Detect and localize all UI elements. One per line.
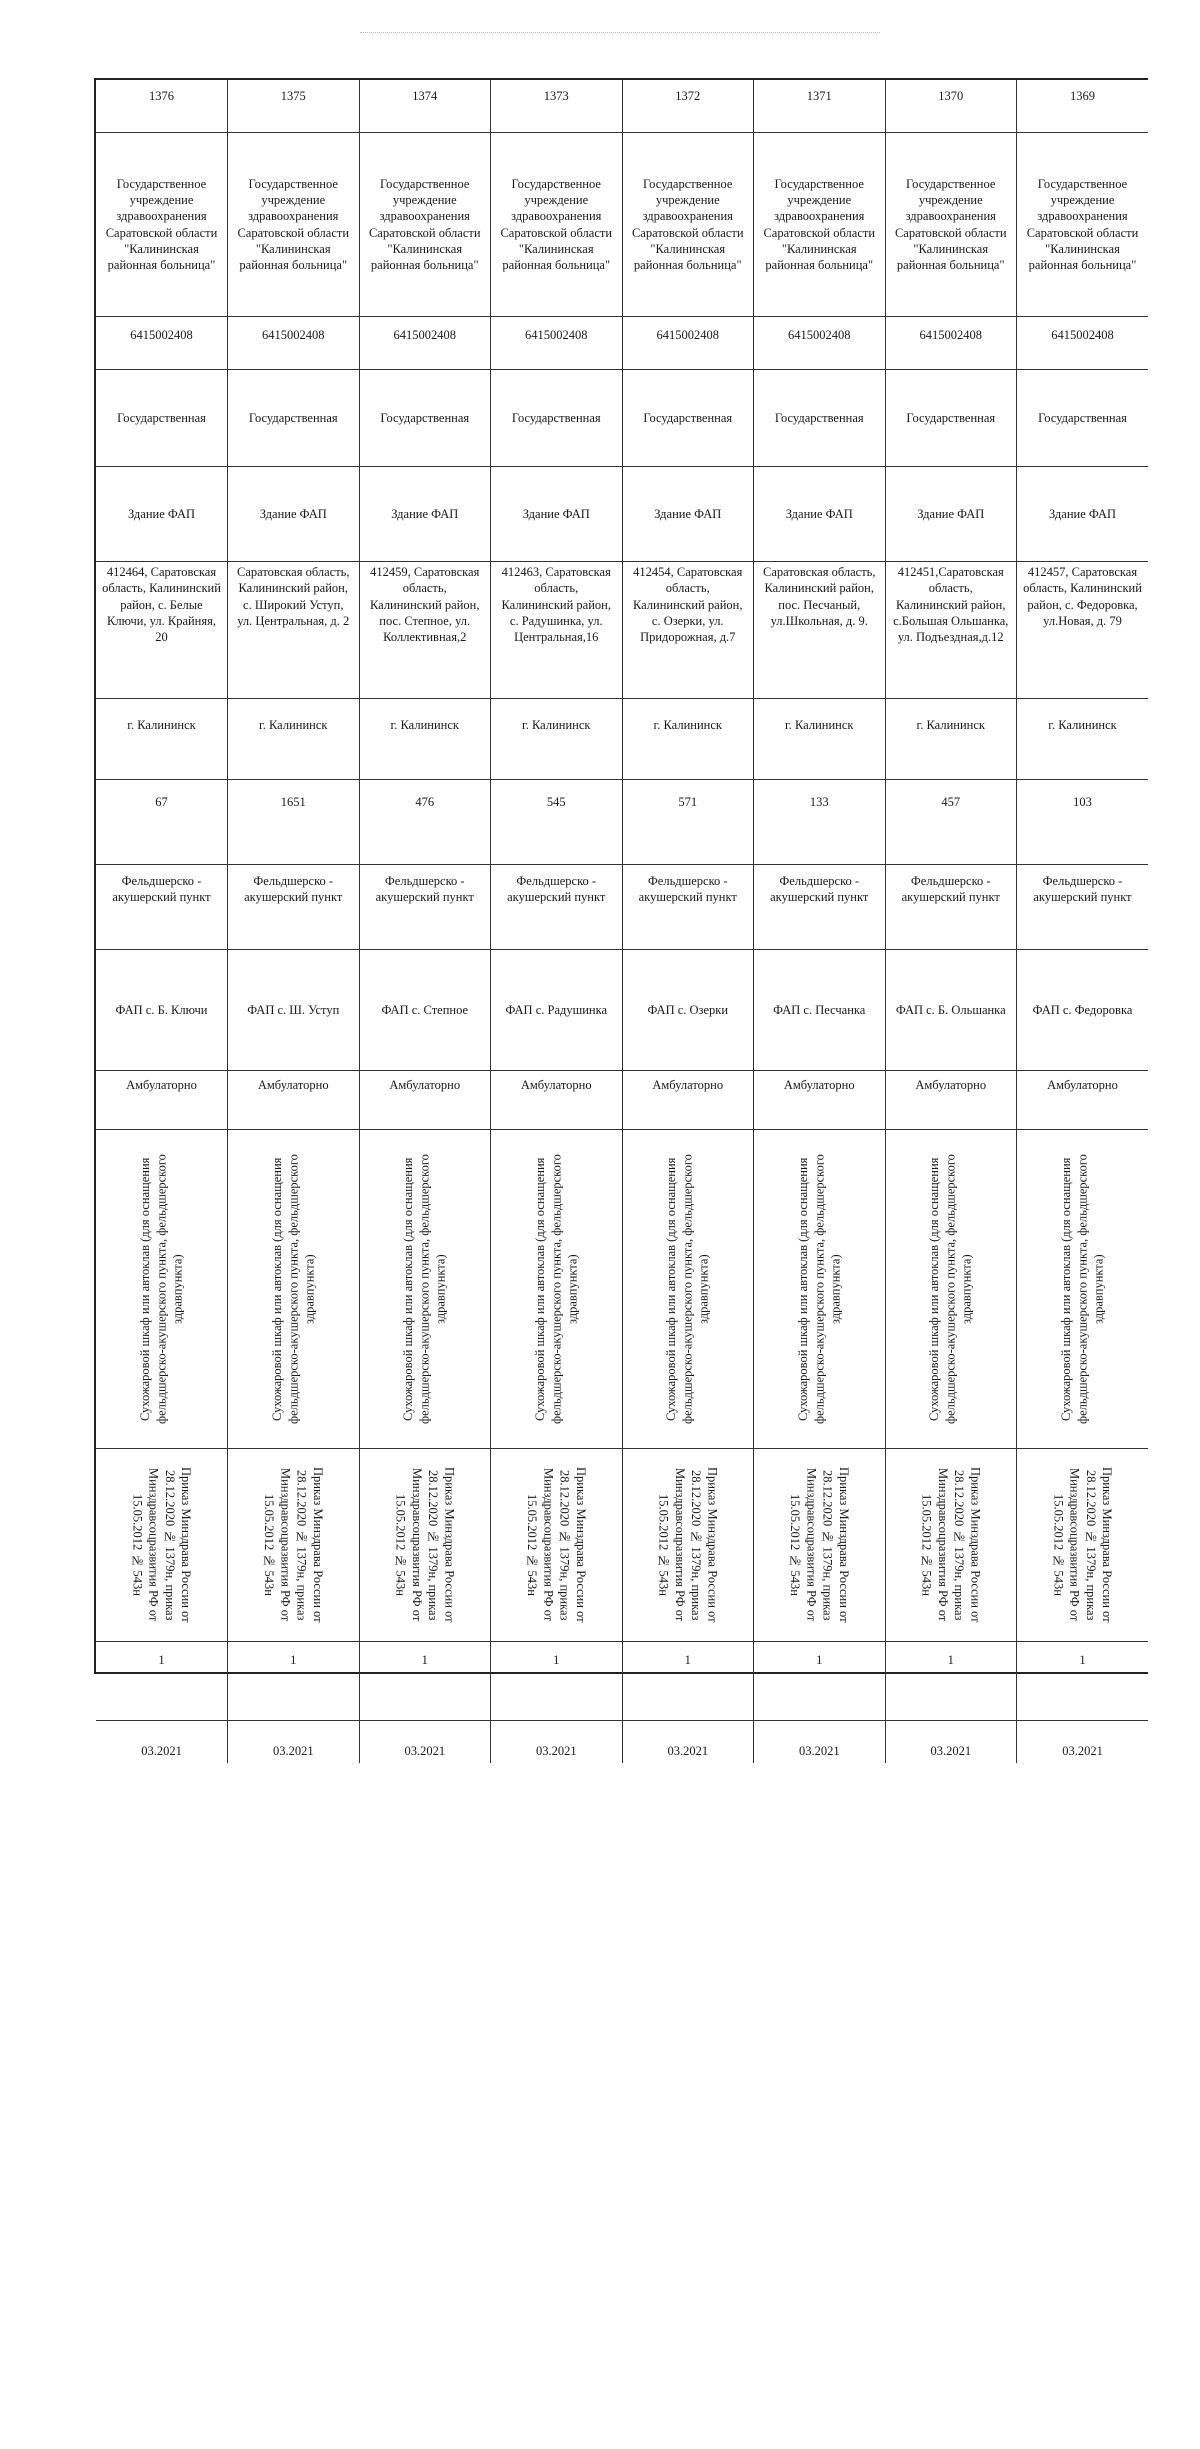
- ownership-form-cell: [96, 370, 228, 467]
- quantity: 1: [553, 1653, 560, 1667]
- delivery-date-cell: [96, 1721, 228, 1764]
- organization-name: Государственное учреждение здравоохранения Саратовской области "Калининская районная больница": [763, 176, 876, 272]
- city: г. Калининск: [785, 718, 854, 732]
- table-row: [96, 1071, 1148, 1130]
- population-count: 133: [809, 795, 829, 809]
- equipment-table: [96, 80, 1148, 1763]
- ownership-form: Государственная: [511, 410, 601, 425]
- facility-name: ФАП с. Степное: [381, 1002, 469, 1017]
- quantity-cell: [96, 1642, 228, 1721]
- organization-name: Государственное учреждение здравоохранения Саратовской области "Калининская районная больница": [500, 176, 613, 272]
- document-table-sheet: [94, 78, 1148, 1758]
- equipment-name-rotated: [364, 1134, 487, 1444]
- facility-name-cell: [359, 950, 491, 1071]
- facility-type: Фельдшерско - акушерский пункт: [375, 874, 474, 905]
- city-cell: [885, 699, 1017, 780]
- equipment-name: Сухожаровой шкаф или автоклав (для оснащения фельдшерско-акушерского пункта, фельдшерского здравпункта): [1059, 1154, 1106, 1424]
- care-form: Амбулаторно: [520, 1078, 592, 1092]
- address: 412457, Саратовская область, Калининский район, с. Федоровка, ул.Новая, д. 79: [1023, 565, 1142, 628]
- equipment-name-rotated: [232, 1134, 355, 1444]
- record-number: 1369: [1070, 89, 1095, 103]
- facility-type: Фельдшерско - акушерский пункт: [770, 874, 869, 905]
- inn-value: 6415002408: [393, 328, 456, 342]
- delivery-date: 03.2021: [272, 1744, 314, 1758]
- delivery-date: 03.2021: [535, 1744, 577, 1758]
- quantity-cell: [622, 1642, 754, 1721]
- address: Саратовская область, Калининский район, с. Широкий Уступ, ул. Центральная, д. 2: [236, 565, 350, 628]
- quantity-cell: [228, 1642, 360, 1721]
- ownership-form: Государственная: [774, 410, 864, 425]
- record-number-cell: [359, 80, 491, 133]
- care-form: Амбулаторно: [389, 1078, 461, 1092]
- building-type: Здание ФАП: [917, 506, 985, 521]
- equipment-name-cell: [96, 1130, 228, 1449]
- address-cell: [754, 562, 886, 699]
- quantity-cell: [491, 1642, 623, 1721]
- table-row: [96, 80, 1148, 133]
- equipment-name-cell: [1017, 1130, 1149, 1449]
- building-type: Здание ФАП: [522, 506, 590, 521]
- care-form: Амбулаторно: [1047, 1078, 1118, 1092]
- table-row: [96, 133, 1148, 317]
- facility-name: ФАП с. Ш. Уступ: [247, 1002, 340, 1017]
- ownership-form-cell: [622, 370, 754, 467]
- equipment-name-cell: [359, 1130, 491, 1449]
- table-row: [96, 317, 1148, 370]
- population-count: 67: [155, 795, 168, 809]
- organization-name: Государственное учреждение здравоохранения Саратовской области "Калининская районная больница": [894, 176, 1007, 272]
- address-cell: [885, 562, 1017, 699]
- facility-name: ФАП с. Озерки: [647, 1002, 729, 1017]
- facility-name: ФАП с. Б. Ключи: [115, 1002, 208, 1017]
- care-form: Амбулаторно: [126, 1078, 197, 1092]
- delivery-date-cell: [491, 1721, 623, 1764]
- delivery-date-cell: [228, 1721, 360, 1764]
- population-count-cell: [491, 780, 623, 865]
- address-cell: [622, 562, 754, 699]
- city: г. Калининск: [127, 718, 196, 732]
- address-cell: [491, 562, 623, 699]
- delivery-date-cell: [885, 1721, 1017, 1764]
- equipment-name-cell: [491, 1130, 623, 1449]
- care-form: Амбулаторно: [915, 1078, 987, 1092]
- facility-type-cell: [622, 865, 754, 950]
- city: г. Калининск: [259, 718, 328, 732]
- facility-type: Фельдшерско - акушерский пункт: [507, 874, 606, 905]
- care-form-cell: [885, 1071, 1017, 1130]
- record-number: 1370: [938, 89, 964, 103]
- building-type-cell: [228, 467, 360, 562]
- regulation-order: Приказ Минздрава России от 28.12.2020 № 1379н, приказ Минздравсоцразвития РФ от 15.05.2012 № 543н: [656, 1467, 720, 1623]
- facility-type-cell: [96, 865, 228, 950]
- care-form-cell: [228, 1071, 360, 1130]
- building-type: Здание ФАП: [259, 506, 327, 521]
- facility-type-cell: [359, 865, 491, 950]
- equipment-name-cell: [885, 1130, 1017, 1449]
- inn-value-cell: [754, 317, 886, 370]
- inn-value-cell: [96, 317, 228, 370]
- building-type-cell: [1017, 467, 1149, 562]
- regulation-order: Приказ Минздрава России от 28.12.2020 № 1379н, приказ Минздравсоцразвития РФ от 15.05.2012 № 543н: [525, 1467, 588, 1623]
- quantity: 1: [684, 1653, 691, 1667]
- city-cell: [622, 699, 754, 780]
- equipment-name-rotated: [495, 1134, 618, 1444]
- record-number-cell: [885, 80, 1017, 133]
- equipment-name-rotated: [758, 1134, 881, 1444]
- ownership-form-cell: [885, 370, 1017, 467]
- city-cell: [1017, 699, 1149, 780]
- ownership-form: Государственная: [643, 410, 733, 425]
- equipment-name: Сухожаровой шкаф или автоклав (для оснащения фельдшерско-акушерского пункта, фельдшерского здравпункта): [664, 1154, 711, 1424]
- city-cell: [754, 699, 886, 780]
- population-count: 103: [1073, 795, 1092, 809]
- care-form: Амбулаторно: [783, 1078, 855, 1092]
- table-row: [96, 865, 1148, 950]
- care-form-cell: [754, 1071, 886, 1130]
- population-count: 457: [941, 795, 961, 809]
- quantity-cell: [885, 1642, 1017, 1721]
- facility-type-cell: [1017, 865, 1149, 950]
- city-cell: [359, 699, 491, 780]
- population-count-cell: [228, 780, 360, 865]
- city-cell: [228, 699, 360, 780]
- quantity-cell: [754, 1642, 886, 1721]
- population-count: 571: [678, 795, 698, 809]
- delivery-date: 03.2021: [141, 1744, 182, 1758]
- equipment-name-rotated: [890, 1134, 1013, 1444]
- population-count: 476: [415, 795, 435, 809]
- delivery-date-cell: [1017, 1721, 1149, 1764]
- inn-value-cell: [622, 317, 754, 370]
- facility-type: Фельдшерско - акушерский пункт: [1033, 874, 1132, 905]
- record-number-cell: [622, 80, 754, 133]
- facility-type-cell: [754, 865, 886, 950]
- facility-name-cell: [754, 950, 886, 1071]
- equipment-name: Сухожаровой шкаф или автоклав (для оснащения фельдшерско-акушерского пункта, фельдшерского здравпункта): [401, 1154, 448, 1424]
- quantity: 1: [158, 1653, 165, 1667]
- address-cell: [359, 562, 491, 699]
- table-row: [96, 370, 1148, 467]
- table-row: [96, 562, 1148, 699]
- equipment-name: Сухожаровой шкаф или автоклав (для оснащения фельдшерско-акушерского пункта, фельдшерского здравпункта): [795, 1154, 843, 1424]
- organization-name-cell: [885, 133, 1017, 317]
- ownership-form-cell: [359, 370, 491, 467]
- inn-value: 6415002408: [262, 328, 325, 342]
- care-form: Амбулаторно: [257, 1078, 329, 1092]
- equipment-name-cell: [622, 1130, 754, 1449]
- ownership-form: Государственная: [1038, 410, 1127, 425]
- regulation-order-cell: [491, 1449, 623, 1642]
- quantity-cell: [1017, 1642, 1149, 1721]
- population-count: 545: [546, 795, 566, 809]
- organization-name: Государственное учреждение здравоохранения Саратовской области "Калининская районная больница": [368, 176, 481, 272]
- facility-name-cell: [1017, 950, 1149, 1071]
- table-row: [96, 1130, 1148, 1449]
- scan-artifact: [360, 32, 880, 34]
- facility-name-cell: [885, 950, 1017, 1071]
- quantity: 1: [816, 1653, 823, 1667]
- population-count-cell: [754, 780, 886, 865]
- city: г. Калининск: [522, 718, 591, 732]
- table-row: [96, 467, 1148, 562]
- record-number: 1375: [280, 89, 306, 103]
- record-number-cell: [1017, 80, 1149, 133]
- table-row: [96, 699, 1148, 780]
- inn-value: 6415002408: [919, 328, 982, 342]
- organization-name-cell: [228, 133, 360, 317]
- inn-value: 6415002408: [525, 328, 588, 342]
- regulation-order: Приказ Минздрава России от 28.12.2020 № 1379н, приказ Минздравсоцразвития РФ от 15.05.2012 № 543н: [393, 1467, 457, 1623]
- equipment-name: Сухожаровой шкаф или автоклав (для оснащения фельдшерско-акушерского пункта, фельдшерского здравпункта): [138, 1154, 185, 1424]
- organization-name: Государственное учреждение здравоохранения Саратовской области "Калининская районная больница": [631, 176, 744, 272]
- regulation-order: Приказ Минздрава России от 28.12.2020 № 1379н, приказ Минздравсоцразвития РФ от 15.05.2012 № 543н: [1051, 1467, 1114, 1623]
- city: г. Калининск: [653, 718, 722, 732]
- building-type-cell: [359, 467, 491, 562]
- ownership-form-cell: [491, 370, 623, 467]
- inn-value-cell: [228, 317, 360, 370]
- record-number: 1373: [543, 89, 569, 103]
- organization-name-cell: [1017, 133, 1149, 317]
- regulation-order-rotated: [758, 1453, 881, 1637]
- building-type: Здание ФАП: [785, 506, 853, 521]
- inn-value-cell: [359, 317, 491, 370]
- equipment-name-rotated: [100, 1134, 223, 1444]
- regulation-order-cell: [885, 1449, 1017, 1642]
- population-count-cell: [885, 780, 1017, 865]
- regulation-order-cell: [1017, 1449, 1149, 1642]
- facility-name: ФАП с. Б. Ольшанка: [895, 1002, 1006, 1017]
- equipment-name-rotated: [627, 1134, 750, 1444]
- equipment-name: Сухожаровой шкаф или автоклав (для оснащения фельдшерско-акушерского пункта, фельдшерского здравпункта): [927, 1154, 974, 1424]
- ownership-form-cell: [228, 370, 360, 467]
- inn-value-cell: [885, 317, 1017, 370]
- organization-name-cell: [491, 133, 623, 317]
- ownership-form: Государственная: [117, 410, 206, 425]
- regulation-order-rotated: [232, 1453, 355, 1637]
- population-count: 1651: [280, 795, 306, 809]
- care-form-cell: [96, 1071, 228, 1130]
- inn-value: 6415002408: [1051, 328, 1114, 342]
- record-number: 1371: [806, 89, 832, 103]
- delivery-date-cell: [754, 1721, 886, 1764]
- organization-name: Государственное учреждение здравоохранения Саратовской области "Калининская районная больница": [237, 176, 350, 272]
- inn-value: 6415002408: [788, 328, 851, 342]
- facility-type-cell: [491, 865, 623, 950]
- organization-name-cell: [754, 133, 886, 317]
- city: г. Калининск: [1048, 718, 1117, 732]
- building-type-cell: [885, 467, 1017, 562]
- facility-type: Фельдшерско - акушерский пункт: [112, 874, 211, 905]
- ownership-form: Государственная: [906, 410, 996, 425]
- regulation-order-rotated: [890, 1453, 1013, 1637]
- care-form-cell: [491, 1071, 623, 1130]
- city-cell: [491, 699, 623, 780]
- regulation-order-rotated: [1021, 1453, 1144, 1637]
- quantity: 1: [290, 1653, 297, 1667]
- facility-type: Фельдшерско - акушерский пункт: [244, 874, 343, 905]
- regulation-order-cell: [96, 1449, 228, 1642]
- regulation-order: Приказ Минздрава России от 28.12.2020 № 1379н, приказ Минздравсоцразвития РФ от 15.05.2012 № 543н: [919, 1467, 983, 1623]
- building-type: Здание ФАП: [391, 506, 459, 521]
- organization-name-cell: [622, 133, 754, 317]
- table-row: [96, 1449, 1148, 1642]
- record-number: 1374: [412, 89, 438, 103]
- organization-name-cell: [359, 133, 491, 317]
- care-form-cell: [1017, 1071, 1149, 1130]
- quantity: 1: [1079, 1653, 1086, 1667]
- building-type: Здание ФАП: [654, 506, 722, 521]
- regulation-order-rotated: [495, 1453, 618, 1637]
- organization-name: Государственное учреждение здравоохранения Саратовской области "Калининская районная больница": [105, 176, 218, 272]
- regulation-order-rotated: [364, 1453, 487, 1637]
- inn-value: 6415002408: [656, 328, 719, 342]
- record-number-cell: [491, 80, 623, 133]
- record-number: 1372: [675, 89, 701, 103]
- building-type: Здание ФАП: [1048, 506, 1117, 521]
- address: 412451,Саратовская область, Калининский район, с.Большая Ольшанка, ул. Подъездная,д.12: [893, 565, 1009, 644]
- table-row: [96, 950, 1148, 1071]
- delivery-date-cell: [359, 1721, 491, 1764]
- address: 412459, Саратовская область, Калининский район, пос. Степное, ул. Коллективная,2: [369, 565, 480, 644]
- building-type-cell: [491, 467, 623, 562]
- equipment-name-rotated: [1021, 1134, 1144, 1444]
- address: Саратовская область, Калининский район, пос. Песчаный, ул.Школьная, д. 9.: [762, 565, 876, 628]
- delivery-date: 03.2021: [667, 1744, 709, 1758]
- building-type-cell: [96, 467, 228, 562]
- care-form-cell: [359, 1071, 491, 1130]
- building-type: Здание ФАП: [127, 506, 196, 521]
- table-row: [96, 1642, 1148, 1721]
- regulation-order-cell: [754, 1449, 886, 1642]
- care-form-cell: [622, 1071, 754, 1130]
- delivery-date-cell: [622, 1721, 754, 1764]
- facility-name: ФАП с. Песчанка: [773, 1002, 866, 1017]
- organization-name: Государственное учреждение здравоохранения Саратовской области "Калининская районная больница": [1026, 176, 1139, 272]
- facility-name-cell: [622, 950, 754, 1071]
- city: г. Калининск: [916, 718, 985, 732]
- table-row: [96, 780, 1148, 865]
- address: 412463, Саратовская область, Калининский район, с. Радушинка, ул. Центральная,16: [501, 565, 611, 644]
- facility-name-cell: [96, 950, 228, 1071]
- address-cell: [228, 562, 360, 699]
- regulation-order-cell: [622, 1449, 754, 1642]
- facility-name-cell: [228, 950, 360, 1071]
- record-number-cell: [754, 80, 886, 133]
- population-count-cell: [1017, 780, 1149, 865]
- table-row: [96, 1721, 1148, 1764]
- facility-name: ФАП с. Радушинка: [505, 1002, 608, 1017]
- building-type-cell: [622, 467, 754, 562]
- regulation-order-rotated: [627, 1453, 750, 1637]
- facility-name-cell: [491, 950, 623, 1071]
- inn-value: 6415002408: [130, 328, 193, 342]
- organization-name-cell: [96, 133, 228, 317]
- quantity: 1: [421, 1653, 428, 1667]
- regulation-order-cell: [228, 1449, 360, 1642]
- building-type-cell: [754, 467, 886, 562]
- regulation-order-cell: [359, 1449, 491, 1642]
- inn-value-cell: [491, 317, 623, 370]
- regulation-order: Приказ Минздрава России от 28.12.2020 № 1379н, приказ Минздравсоцразвития РФ от 15.05.2012 № 543н: [130, 1467, 193, 1623]
- address-cell: [1017, 562, 1149, 699]
- ownership-form-cell: [1017, 370, 1149, 467]
- equipment-name-cell: [754, 1130, 886, 1449]
- ownership-form: Государственная: [380, 410, 470, 425]
- facility-type-cell: [228, 865, 360, 950]
- population-count-cell: [622, 780, 754, 865]
- ownership-form-cell: [754, 370, 886, 467]
- regulation-order-rotated: [100, 1453, 223, 1637]
- regulation-order: Приказ Минздрава России от 28.12.2020 № 1379н, приказ Минздравсоцразвития РФ от 15.05.2012 № 543н: [262, 1467, 325, 1623]
- care-form: Амбулаторно: [652, 1078, 724, 1092]
- regulation-order: Приказ Минздрава России от 28.12.2020 № 1379н, приказ Минздравсоцразвития РФ от 15.05.2012 № 543н: [788, 1467, 851, 1623]
- record-number-cell: [228, 80, 360, 133]
- facility-type-cell: [885, 865, 1017, 950]
- delivery-date: 03.2021: [930, 1744, 972, 1758]
- equipment-name: Сухожаровой шкаф или автоклав (для оснащения фельдшерско-акушерского пункта, фельдшерского здравпункта): [269, 1154, 317, 1424]
- equipment-name-cell: [228, 1130, 360, 1449]
- delivery-date: 03.2021: [1062, 1744, 1103, 1758]
- ownership-form: Государственная: [248, 410, 338, 425]
- inn-value-cell: [1017, 317, 1149, 370]
- record-number: 1376: [149, 89, 174, 103]
- city: г. Калининск: [390, 718, 459, 732]
- address-cell: [96, 562, 228, 699]
- address: 412464, Саратовская область, Калининский район, с. Белые Ключи, ул. Крайняя, 20: [102, 565, 221, 644]
- delivery-date: 03.2021: [798, 1744, 840, 1758]
- equipment-name: Сухожаровой шкаф или автоклав (для оснащения фельдшерско-акушерского пункта, фельдшерского здравпункта): [532, 1154, 580, 1424]
- address: 412454, Саратовская область, Калининский район, с. Озерки, ул. Придорожная, д.7: [632, 565, 743, 644]
- facility-type: Фельдшерско - акушерский пункт: [638, 874, 737, 905]
- quantity: 1: [947, 1653, 954, 1667]
- city-cell: [96, 699, 228, 780]
- facility-name: ФАП с. Федоровка: [1032, 1002, 1133, 1017]
- population-count-cell: [96, 780, 228, 865]
- delivery-date: 03.2021: [404, 1744, 446, 1758]
- population-count-cell: [359, 780, 491, 865]
- facility-type: Фельдшерско - акушерский пункт: [901, 874, 1000, 905]
- record-number-cell: [96, 80, 228, 133]
- quantity-cell: [359, 1642, 491, 1721]
